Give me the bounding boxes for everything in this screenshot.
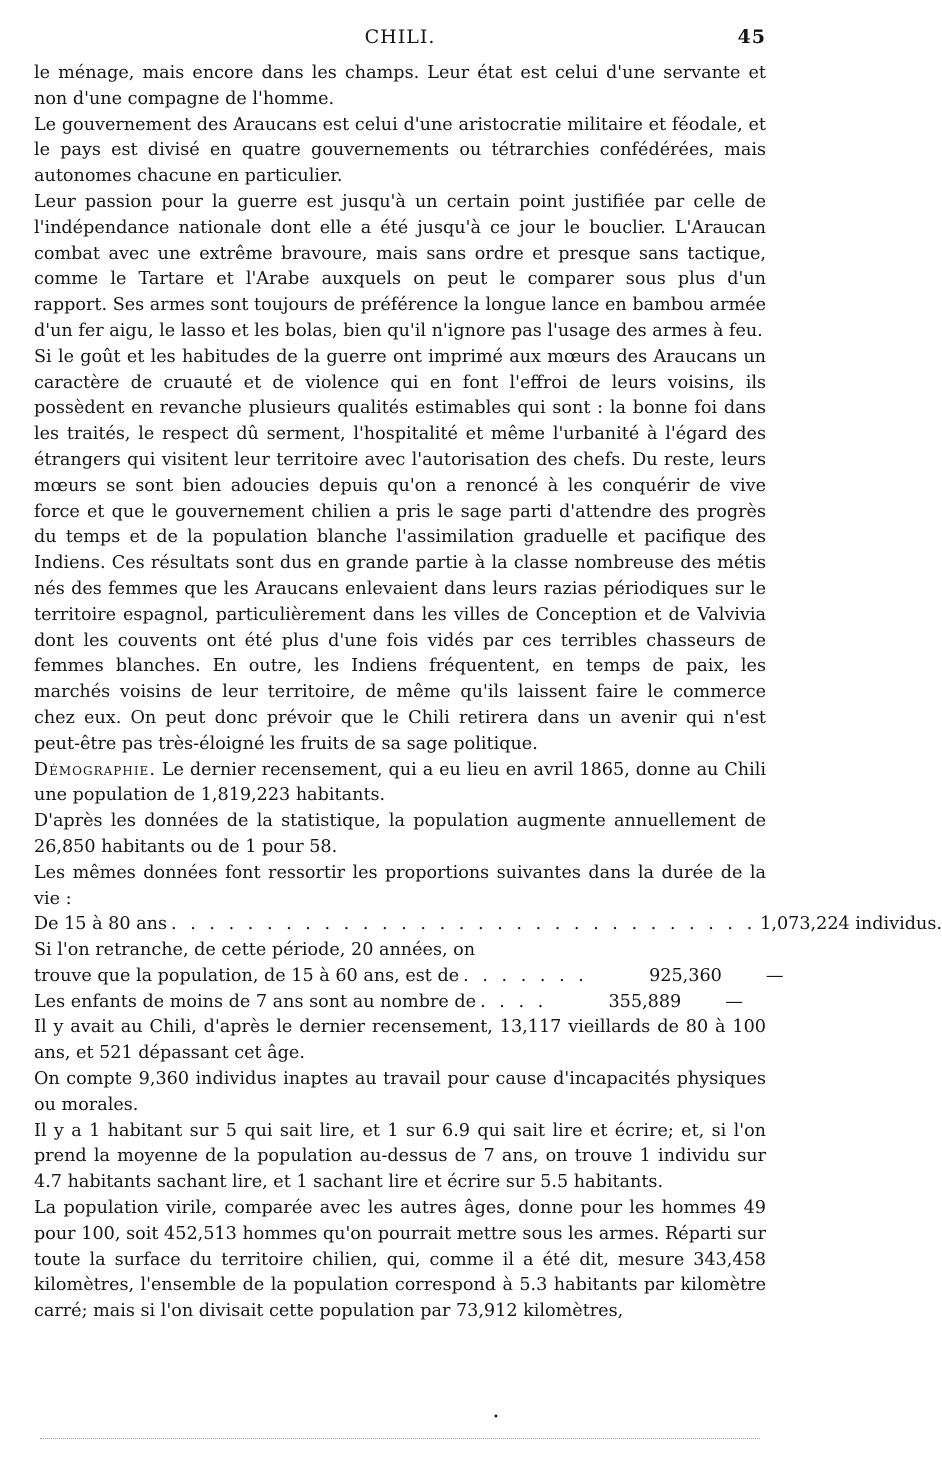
paragraph xyxy=(34,1196,766,1325)
paragraph xyxy=(34,1067,766,1119)
section-label: Démographie. xyxy=(34,759,156,780)
paragraph-text: Si le goût et les habitudes de la guerre ont imprimé aux mœurs des Araucans un caractère de cruauté et de violence qui en font l'effroi de leurs voisins, ils possèdent en revanche plusieurs qualités estimables qui sont : la bonne foi dans les traités, le respect dû serment, l'hospitalité et même l'urbanité à l'égard des étrangers qui visitent leur territoire avec l'autorisation des chefs. Du reste, leurs mœurs se sont bien adoucies depuis qu'on a renoncé à les conquérir de vive force et que le gouvernement chilien a pris le sage parti d'attendre des progrès du temps et de la population blanche l'assimilation graduelle et pacifique des Indiens. Ces résultats sont dus en grande partie à la classe nombreuse des métis nés des femmes que les Araucans enlevaient dans leurs razias périodiques sur le territoire espagnol, particulièrement dans les villes de Conception et de Valvivia dont les couvents ont été plus d'une fois vidés par ces terribles chasseurs de femmes blanches. En outre, les Indiens fréquentent, en temps de paix, les marchés voisins de leur territoire, de même qu'ils laissent faire le commerce chez eux. On peut donc prévoir que le Chili retirera dans un avenir qui n'est peut-être pas très-éloigné les fruits de sa sage politique. xyxy=(34,346,766,754)
table-label: trouve que la population, de 15 à 60 ans, est de xyxy=(34,965,460,986)
ditto-mark: — xyxy=(725,991,743,1012)
paragraph xyxy=(34,345,766,758)
page-body xyxy=(34,61,942,1325)
table-value: 1,073,224 individus. xyxy=(760,914,942,935)
table-label: Si l'on retranche, de cette période, 20 années, on xyxy=(34,940,476,961)
paragraph-text: Il y avait au Chili, d'après le dernier recensement, 13,117 vieillards de 80 à 100 ans, et 521 dépassant cet âge. xyxy=(34,1017,766,1064)
paragraph-text: Il y a 1 habitant sur 5 qui sait lire, et 1 sur 6.9 qui sait lire et écrire; et, si l'on prend la moyenne de la population au-dessus de 7 ans, on trouve 1 individu sur 4.7 habitants sachant lire, et 1 sachant lire et écrire sur 5.5 habitants. xyxy=(34,1120,766,1193)
paragraph: le ménage, mais encore dans les champs. Leur état est celui d'une servante et non d'une compagne de l'homme. xyxy=(34,63,766,109)
paragraph-text: Les mêmes données font ressortir les proportions suivantes dans la durée de la vie : xyxy=(34,862,766,909)
dot-leader: . . . . . . . xyxy=(463,965,588,986)
table-value: 355,889 xyxy=(608,991,682,1012)
paragraph xyxy=(34,1015,766,1067)
table-label: De 15 à 80 ans xyxy=(34,914,168,935)
paragraph-text: Leur passion pour la guerre est jusqu'à un certain point justifiée par celle de l'indépendance nationale dont elle a été jusqu'à ce jour le bouclier. L'Araucan combat avec une extrême bravoure, mais sans ordre et presque sans tactique, comme le Tartare et l'Arabe auxquels on peut le comparer sous plus d'un rapport. Ses armes sont toujours de préférence la longue lance en bambou armée d'un fer aigu, le lasso et les bolas, bien qu'il n'ignore pas l'usage des armes à feu. xyxy=(34,191,766,341)
bottom-rule xyxy=(40,1438,760,1440)
running-header xyxy=(34,26,766,56)
paragraph-text: D'après les données de la statistique, la population augmente annuellement de 26,850 habitants ou de 1 pour 58. xyxy=(34,811,766,857)
paragraph-text: On compte 9,360 individus inaptes au travail pour cause d'incapacités physiques ou morales. xyxy=(34,1069,766,1115)
table-label: Les enfants de moins de 7 ans sont au nombre de xyxy=(34,991,477,1012)
paragraph xyxy=(34,809,766,861)
paragraph-text: La population virile, comparée avec les autres âges, donne pour les hommes 49 pour 100, soit 452,513 hommes qu'on pourrait mettre sous les armes. Réparti sur toute la surface du territoire chilien, qui, comme il a été dit, mesure 343,458 kilomètres, l'ensemble de la population correspond à 5.3 habitants par kilomètre carré; mais si l'on divisait cette population par 73,912 kilomètres, xyxy=(34,1198,766,1322)
ditto-mark: — xyxy=(765,965,784,986)
paragraph xyxy=(34,113,766,190)
table-row xyxy=(34,938,766,964)
paragraph xyxy=(34,861,766,913)
page-number: 45 xyxy=(737,26,766,48)
dot-leader: . . . . . . . . . . . . . . . . . . . . . . . . . . . . . . . xyxy=(171,914,757,935)
running-title: CHILI. xyxy=(364,26,436,48)
table-row xyxy=(34,912,942,938)
table-row xyxy=(34,964,784,990)
printer-mark: • xyxy=(493,1412,499,1423)
paragraph xyxy=(34,1119,766,1196)
paragraph xyxy=(34,190,766,345)
table-row xyxy=(34,990,766,1016)
table-value: 925,360 xyxy=(649,965,722,986)
paragraph-demographie xyxy=(34,758,766,810)
paragraph-text: Le gouvernement des Araucans est celui d'une aristocratie militaire et féodale, et le pays est divisé en quatre gouvernements ou tétrarchies confédérées, mais autonomes chacune en particulier. xyxy=(34,114,766,187)
dot-leader: . . . . xyxy=(480,991,548,1012)
paragraph-text: Le dernier recensement, qui a eu lieu en avril 1865, donne au Chili une population de 1,819,223 habitants. xyxy=(34,759,766,806)
